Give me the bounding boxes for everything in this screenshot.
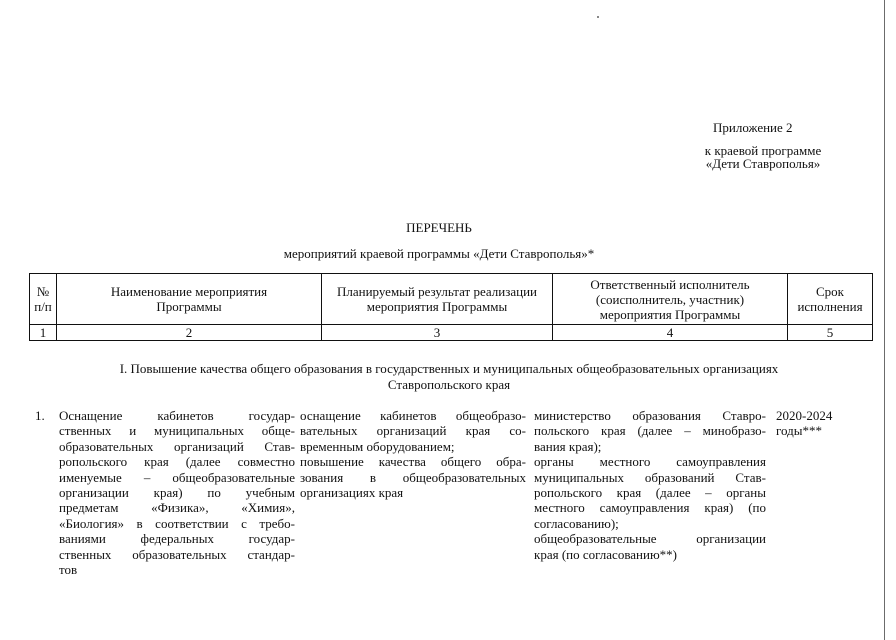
column-number: 4 <box>553 325 788 341</box>
responsible-executor <box>534 408 766 562</box>
cell-line: общеобразовательные организации <box>534 531 766 547</box>
appendix-line: «Дети Ставрополья» <box>705 155 821 171</box>
document-subtitle: мероприятий краевой программы «Дети Ставрополья»* <box>283 246 595 261</box>
page-edge-divider <box>884 0 885 640</box>
cell-line: вания края); <box>534 438 602 454</box>
header-text: Ответственный исполнитель <box>590 276 750 292</box>
section-heading-line: Ставропольского края <box>387 377 511 392</box>
cell-line: предметам «Физика», «Химия», <box>59 500 295 516</box>
cell-line: согласованию); <box>534 515 619 531</box>
document-title: ПЕРЕЧЕНЬ <box>406 220 472 235</box>
column-number: 1 <box>30 325 57 341</box>
header-cell-term <box>788 274 873 325</box>
header-text: № <box>36 284 50 299</box>
cell-line: организациях края <box>300 485 404 501</box>
column-number-row <box>30 325 873 341</box>
cell-line: ственных образовательных стандар- <box>59 546 295 562</box>
cell-line: 2020-2024 <box>776 408 833 423</box>
execution-term <box>776 408 846 438</box>
cell-line: годы*** <box>776 423 822 438</box>
header-cell-name <box>57 274 322 325</box>
cell-line: «Биология» в соответствии с требо- <box>59 515 295 531</box>
section-heading-line: I. Повышение качества общего образования в государственных и муниципальных общеобразовательных организациях <box>119 361 779 376</box>
column-number: 2 <box>57 325 322 341</box>
cell-line: вательных организаций края со- <box>300 423 526 439</box>
cell-line: министерство образования Ставро- <box>534 408 766 423</box>
header-text: Срок <box>816 284 844 299</box>
cell-line: ропольского края (далее совместно <box>59 454 295 470</box>
cell-line: оснащение кабинетов общеобразо- <box>300 408 526 423</box>
cell-line: органы местного самоуправления <box>534 454 766 470</box>
header-table <box>29 273 873 341</box>
header-text: исполнения <box>797 299 863 314</box>
appendix-line: к краевой программе <box>704 143 822 158</box>
cell-line: образовательных организаций Став- <box>59 438 295 454</box>
cell-line: местного самоуправления края) (по <box>534 500 766 516</box>
header-text: Наименование мероприятия <box>110 284 268 299</box>
header-text: Программы <box>156 299 222 314</box>
cell-line: ропольского края (далее – органы <box>534 485 766 501</box>
header-cell-executor <box>553 274 788 325</box>
appendix-title: Приложение 2 <box>713 120 793 135</box>
cell-line: ваниями федеральных государ- <box>59 531 295 547</box>
header-row <box>30 274 873 325</box>
cell-line: повышение качества общего обра- <box>300 454 526 470</box>
cell-line: муниципальных образований Став- <box>534 469 766 485</box>
cell-line: временным оборудованием; <box>300 438 455 454</box>
measure-name <box>59 408 295 577</box>
cell-line: тов <box>59 562 78 578</box>
row-number: 1. <box>35 408 45 423</box>
header-text: Планируемый результат реализации <box>336 284 538 299</box>
cell-line: Оснащение кабинетов государ- <box>59 408 295 423</box>
header-text: мероприятия Программы <box>599 306 741 322</box>
cell-line: ственных и муниципальных обще- <box>59 423 295 439</box>
header-cell-number <box>30 274 57 325</box>
cell-line: зования в общеобразовательных <box>300 469 526 485</box>
cell-line: именуемые – общеобразовательные <box>59 469 295 485</box>
column-number: 5 <box>788 325 873 341</box>
section-heading <box>40 361 858 393</box>
column-number: 3 <box>322 325 553 341</box>
cell-line: организации края) по учебным <box>59 485 295 501</box>
planned-result <box>300 408 526 500</box>
cell-line: края (по согласованию**) <box>534 546 678 562</box>
appendix-subtitle <box>693 145 833 170</box>
header-text: п/п <box>34 299 52 314</box>
cell-line: польского края (далее – минобразо- <box>534 423 766 439</box>
header-text: (соисполнитель, участник) <box>595 291 745 307</box>
scan-speck <box>597 16 599 18</box>
header-text: мероприятия Программы <box>366 299 508 314</box>
header-cell-result <box>322 274 553 325</box>
